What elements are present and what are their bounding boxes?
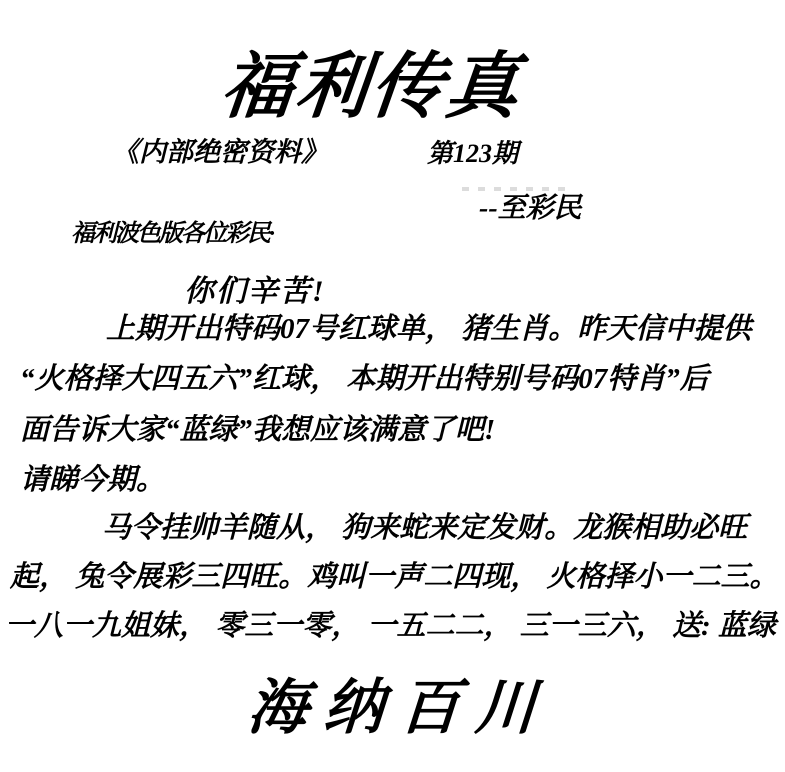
- body-line-3: 面告诉大家“蓝绿”我想应该满意了吧!: [20, 414, 496, 446]
- slogan: 海纳百川: [245, 675, 554, 741]
- body-line-2: “火格择大四五六”红球， 本期开出特别号码07特肖”后: [20, 363, 709, 395]
- body-line-6: 起， 兔令展彩三四旺。鸡叫一声二四现， 火格择小一二三。: [10, 561, 779, 593]
- body-line-7: 一八一九姐妹， 零三一零， 一五二二， 三一三六， 送: 蓝绿: [5, 610, 776, 642]
- source-label: 《内部绝密资料》: [112, 137, 328, 167]
- greeting-line: 你们辛苦!: [184, 275, 326, 308]
- body-line-1: 上期开出特码07号红球单， 猪生肖。昨天信中提供: [106, 313, 752, 345]
- issue-number: 第123期: [427, 139, 519, 168]
- dedication-line: --至彩民: [479, 193, 582, 224]
- page-title: 福利传真: [217, 47, 526, 127]
- body-line-5: 马令挂帅羊随从， 狗来蛇来定发财。龙猴相助必旺: [102, 512, 748, 544]
- audience-line: 福利波色版各位彩民·: [71, 221, 273, 247]
- body-line-4: 请睇今期。: [20, 464, 166, 496]
